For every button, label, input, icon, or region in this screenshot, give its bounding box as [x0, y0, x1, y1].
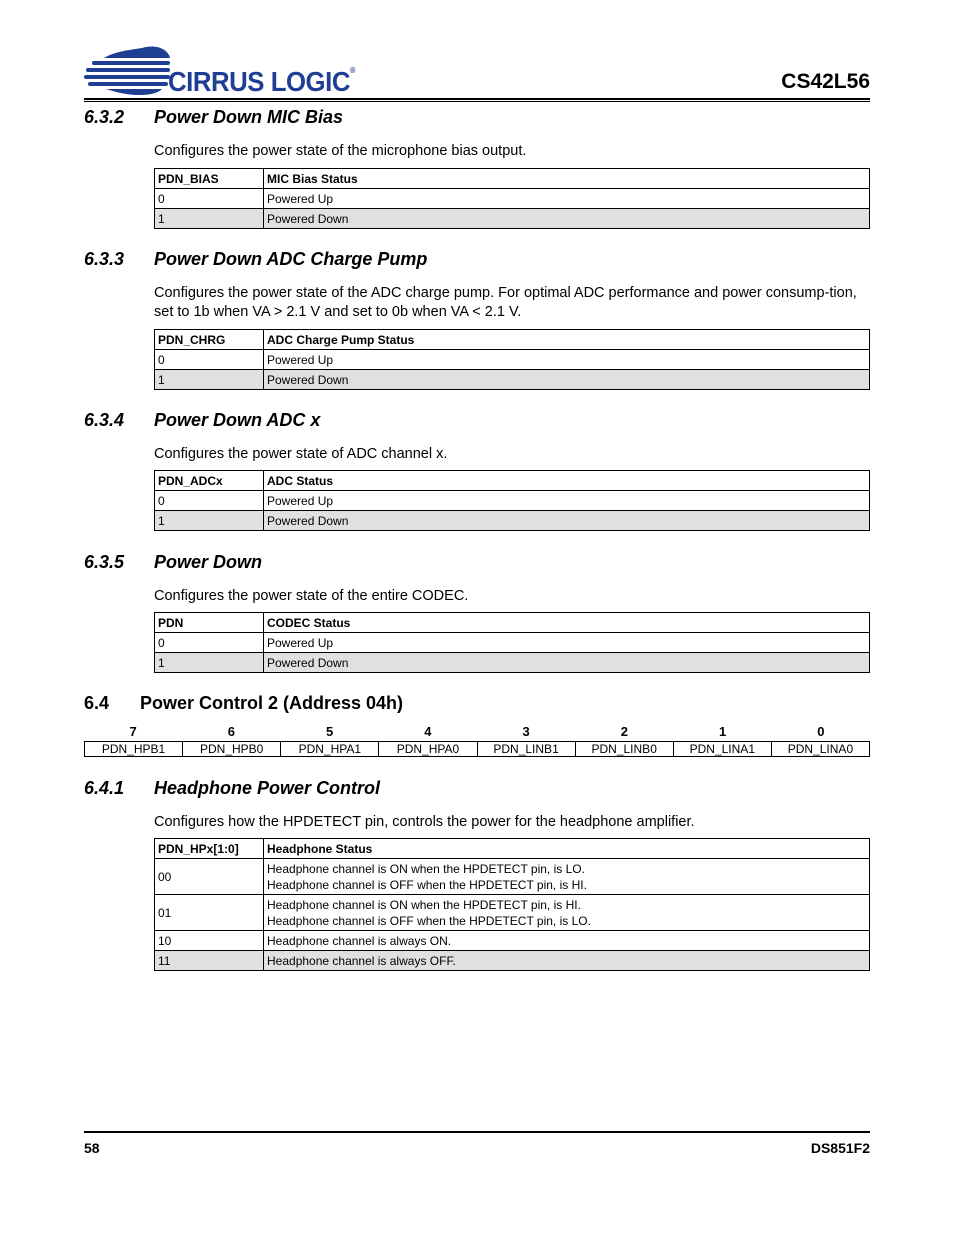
- bit-name: PDN_LINA0: [787, 742, 854, 756]
- bit-name-row: [84, 741, 870, 757]
- bit-name: PDN_HPA1: [281, 742, 379, 756]
- bit-number: 6: [227, 724, 235, 739]
- section-heading-6-3-5: 6.3.5 Power Down: [84, 552, 263, 572]
- footer-rule: [84, 1131, 870, 1133]
- logo-wordmark: CIRRUS LOGIC®: [168, 66, 355, 97]
- section-heading-6-3-2: 6.3.2 Power Down MIC Bias: [84, 107, 344, 127]
- bit-number-row: [84, 723, 870, 741]
- adc-charge-pump-table: PDN_CHRG ADC Charge Pump Status 0 Powered Up 1 Powered Down: [154, 329, 870, 390]
- mic-bias-table: PDN_BIAS MIC Bias Status 0 Powered Up 1 Powered Down: [154, 168, 870, 229]
- page-number: 58: [84, 1140, 100, 1156]
- bit-name: PDN_LINB0: [576, 742, 674, 756]
- bit-number: 5: [326, 724, 334, 739]
- section-heading-6-3-4: 6.3.4 Power Down ADC x: [84, 410, 321, 430]
- doc-id: DS851F2: [810, 1140, 870, 1156]
- section-description: Configures the power state of the entire CODEC.: [154, 588, 469, 604]
- bit-number: 0: [817, 724, 825, 739]
- bit-number: 3: [522, 724, 530, 739]
- section-description: Configures the power state of the microphone bias output.: [154, 143, 527, 159]
- bit-number: 1: [719, 724, 727, 739]
- doc-title: CS42L56: [781, 70, 870, 93]
- section-description: Configures how the HPDETECT pin, controls the power for the headphone amplifier.: [154, 814, 695, 830]
- bit-number: 2: [620, 724, 628, 739]
- register-bit-map: [84, 723, 870, 757]
- section-description: Configures the power state of ADC channel x.: [154, 446, 448, 462]
- bit-name: PDN_HPB0: [183, 742, 281, 756]
- bit-number: 7: [129, 724, 137, 739]
- headphone-status-table: PDN_HPx[1:0] Headphone Status 00 Headphone channel is ON when the HPDETECT pin, is LO. Headphone channel is OFF when the HPDETECT pin, is HI. 01 Headphone channel is ON when the HPDETECT pin, is HI. Headphone channel is OFF when the HPDETECT pin, is LO. 10 Headphone channel is always ON. 11 Headphone channel is always OFF.: [154, 838, 870, 971]
- bit-name: PDN_HPA0: [379, 742, 477, 756]
- page-header: [84, 40, 870, 102]
- section-description: Configures the power state of the ADC charge pump. For optimal ADC performance and power consump-tion, set to 1b when VA > 2.1 V and set to 0b when VA < 2.1 V.: [154, 285, 857, 320]
- bit-name: PDN_LINB1: [478, 742, 576, 756]
- header-rule-thin: [84, 101, 870, 102]
- bit-name: PDN_HPB1: [85, 742, 183, 756]
- codec-status-table: PDN CODEC Status 0 Powered Up 1 Powered Down: [154, 612, 870, 673]
- section-heading-6-3-3: 6.3.3 Power Down ADC Charge Pump: [84, 249, 428, 269]
- bit-number: 4: [424, 724, 432, 739]
- bit-name: PDN_LINA1: [674, 742, 772, 756]
- section-heading-6-4: 6.4 Power Control 2 (Address 04h): [84, 693, 404, 713]
- section-heading-6-4-1: 6.4.1 Headphone Power Control: [84, 778, 381, 798]
- adc-status-table: PDN_ADCx ADC Status 0 Powered Up 1 Powered Down: [154, 470, 870, 531]
- header-rule: [84, 98, 870, 100]
